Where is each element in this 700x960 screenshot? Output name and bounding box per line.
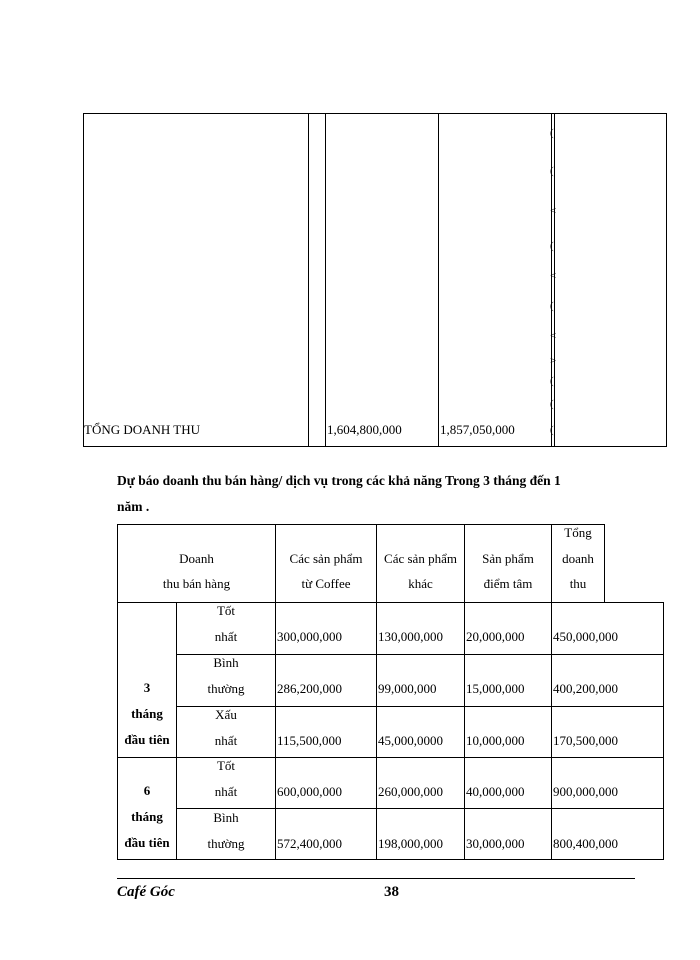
total-revenue-value: 1,604,800,000 xyxy=(327,422,402,437)
cell-coffee: 286,200,000 xyxy=(277,681,342,696)
total-revenue-value: 1,857,050,000 xyxy=(440,422,515,437)
cell-coffee: 115,500,000 xyxy=(277,733,342,748)
cell-other: 260,000,000 xyxy=(378,784,443,799)
footer-divider xyxy=(117,878,635,879)
footer-brand: Café Góc xyxy=(117,884,175,900)
scenario-label: thường xyxy=(207,836,245,851)
cell-breakfast: 15,000,000 xyxy=(466,681,525,696)
column-header-other: Các sản phẩm xyxy=(384,551,457,566)
cell-breakfast: 30,000,000 xyxy=(466,836,525,851)
page-number: 38 xyxy=(384,884,399,900)
cell-breakfast: 20,000,000 xyxy=(466,629,525,644)
cell-total: 400,200,000 xyxy=(553,681,618,696)
scenario-label: thường xyxy=(207,681,245,696)
cell-other: 45,000,0000 xyxy=(378,733,443,748)
cell-other: 99,000,000 xyxy=(378,681,437,696)
cell-total: 450,000,000 xyxy=(553,629,618,644)
scenario-label: Tốt xyxy=(216,603,236,618)
column-header-other: khác xyxy=(408,576,433,591)
section-heading-cont: năm . xyxy=(117,499,150,514)
cell-coffee: 572,400,000 xyxy=(277,836,342,851)
cell-breakfast: 10,000,000 xyxy=(466,733,525,748)
cell-other: 130,000,000 xyxy=(378,629,443,644)
total-revenue-label: TỔNG DOANH THU xyxy=(84,422,201,437)
scenario-label: Bình xyxy=(213,810,239,825)
cell-total: 800,400,000 xyxy=(553,836,618,851)
group-label-6-months: tháng xyxy=(131,809,163,824)
column-header-total: Tổng xyxy=(564,525,592,540)
scenario-label: Bình xyxy=(213,655,239,670)
cell-coffee: 300,000,000 xyxy=(277,629,342,644)
cell-coffee: 600,000,000 xyxy=(277,784,342,799)
cell-total: 900,000,000 xyxy=(553,784,618,799)
group-label-3-months: tháng xyxy=(131,706,163,721)
corner-header: Doanh xyxy=(179,551,214,566)
cell-breakfast: 40,000,000 xyxy=(466,784,525,799)
scenario-label: nhất xyxy=(214,784,238,799)
group-label-6-months: 6 xyxy=(143,783,151,798)
column-header-total: thu xyxy=(569,576,587,591)
cell-other: 198,000,000 xyxy=(378,836,443,851)
column-header-coffee: Các sản phẩm xyxy=(289,551,363,566)
column-header-coffee: từ Coffee xyxy=(301,576,351,591)
section-heading: Dự báo doanh thu bán hàng/ dịch vụ trong các khả năng Trong 3 tháng đến 1 xyxy=(117,473,561,488)
column-header-breakfast: điểm tâm xyxy=(483,576,533,591)
column-header-breakfast: Sản phẩm xyxy=(482,551,534,566)
scenario-label: Xấu xyxy=(215,707,237,722)
cell-total: 170,500,000 xyxy=(553,733,618,748)
group-label-6-months: đầu tiên xyxy=(124,835,170,850)
group-label-3-months: đầu tiên xyxy=(124,732,170,747)
column-header-total: doanh xyxy=(562,551,594,566)
group-label-3-months: 3 xyxy=(143,680,151,695)
scenario-label: nhất xyxy=(214,733,238,748)
scenario-label: Tốt xyxy=(216,758,236,773)
corner-header: thu bán hàng xyxy=(162,576,231,591)
scenario-label: nhất xyxy=(214,629,238,644)
